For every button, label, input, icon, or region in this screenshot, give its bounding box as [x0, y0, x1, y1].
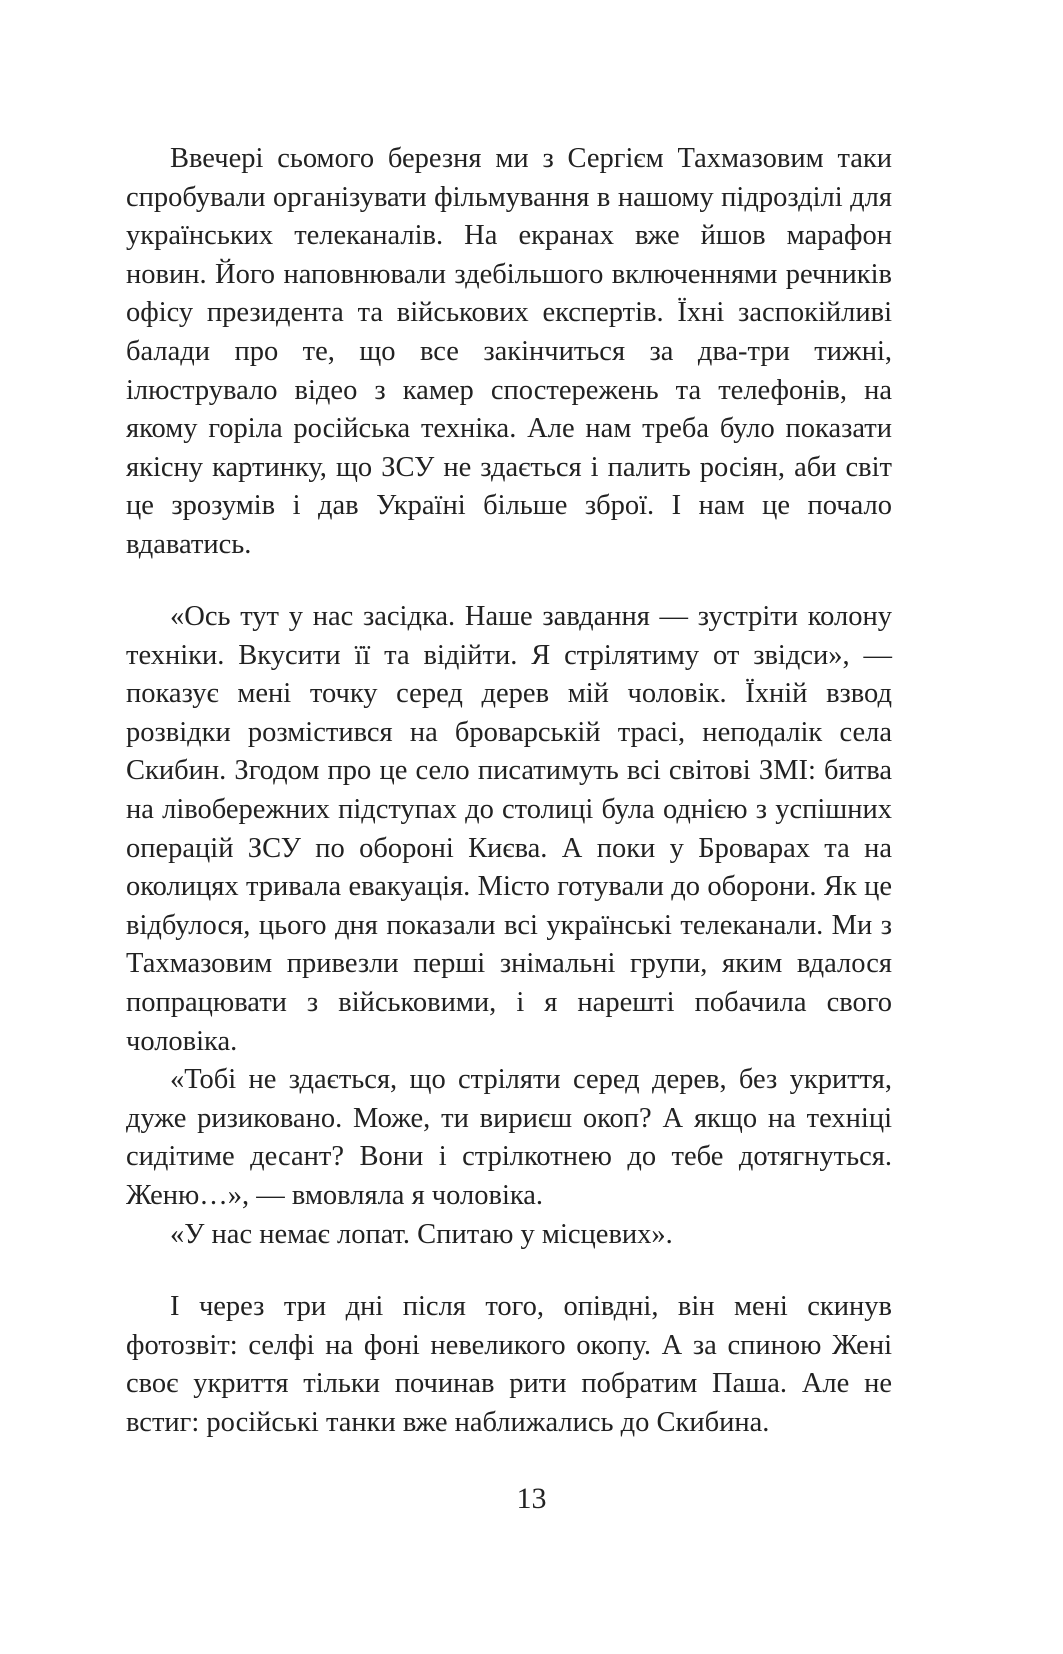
page-number: 13 — [516, 1482, 547, 1515]
paragraph-3: «Тобі не здається, що стріляти серед дерев, без укриття, дуже ризиковано. Може, ти вириєш окоп? А якщо на техніці сидітиме десант? Вони і стрілкотнею до тебе дотягнуться. Женю…», — вмовляла я чоловіка. — [126, 1064, 892, 1211]
text-section-1 — [126, 140, 892, 565]
paragraph-2: «Ось тут у нас засідка. Наше завдання — зустріти колону техніки. Вкусити її та відійти. Я стрілятиму от звідси», — показує мені точку серед дерев мій чоловік. Їхній взвод розвідки розмістився на броварській трасі, неподалік села Скибин. Згодом про це село писатимуть всі світові ЗМІ: битва на лівобережних підступах до столиці була однією з успішних операцій ЗСУ по обороні Києва. А поки у Броварах та на околицях тривала евакуація. Місто готували до оборони. Як це відбулося, цього дня показали всі українські телеканали. Ми з Тахмазовим привезли перші знімальні групи, яким вдалося попрацювати з військовими, і я нарешті побачила свого чоловіка. — [126, 601, 892, 1057]
text-section-2 — [126, 598, 892, 1254]
paragraph-1: Ввечері сьомого березня ми з Сергієм Тахмазовим таки спробували організувати фільмування в нашому підрозділі для українських телеканалів. На екранах вже йшов марафон новин. Його наповнювали здебільшого включеннями речників офісу президента та військових експертів. Їхні заспокійливі балади про те, що все закінчиться за два-три тижні, ілюструвало відео з камер спостережень та телефонів, на якому горіла російська техніка. Але нам треба було показати якісну картинку, що ЗСУ не здається і палить росіян, аби світ це зрозумів і дав Україні більше зброї. І нам це почало вдаватись. — [126, 143, 892, 560]
paragraph-4: «У нас немає лопат. Спитаю у місцевих». — [170, 1218, 673, 1250]
text-section-3 — [126, 1288, 892, 1442]
paragraph-5: І через три дні після того, опівдні, він мені скинув фотозвіт: селфі на фоні невеликого окопу. А за спиною Жені своє укриття тільки починав рити побратим Паша. Але не встиг: російські танки вже наближались до Скибина. — [126, 1291, 892, 1438]
